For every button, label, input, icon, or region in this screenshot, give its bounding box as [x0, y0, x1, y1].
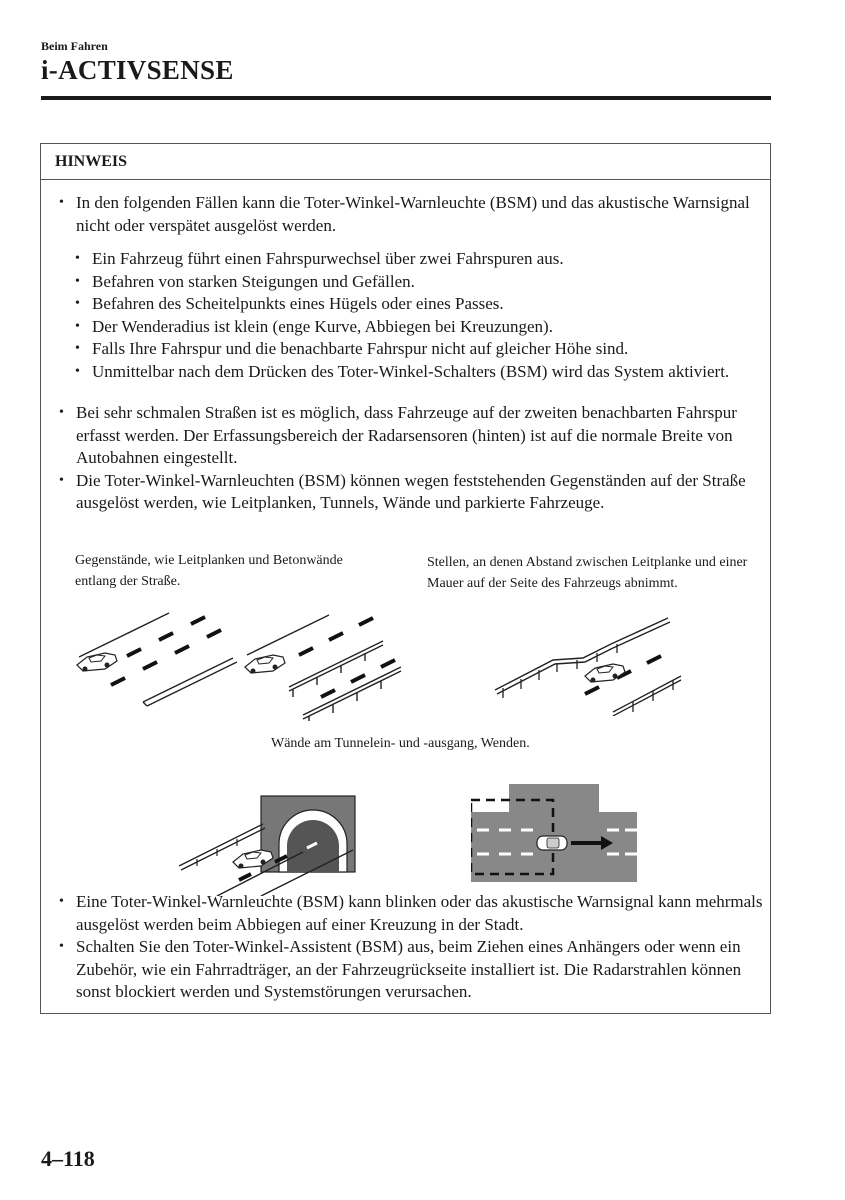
sub-list-item: • Unmittelbar nach dem Drücken des Toter-Winkel-Schalters (BSM) wird das System aktiviert. [92, 361, 766, 384]
car-icon [245, 655, 285, 674]
list-item: • Schalten Sie den Toter-Winkel-Assistent (BSM) aus, beim Ziehen eines Anhängers oder wenn ein Zubehör, wie ein Fahrradträger, an der Fahrzeugrückseite installiert ist. Die Radarstrahlen können sonst blockiert werden und Systemstörungen verursachen. [76, 936, 766, 1004]
sub-list-item: • Befahren des Scheitelpunkts eines Hügels oder eines Passes. [92, 293, 766, 316]
note-box [40, 143, 771, 1014]
end-list [76, 891, 766, 1004]
sub-list-item: • Ein Fahrzeug führt einen Fahrspurwechsel über zwei Fahrspuren aus. [92, 248, 766, 271]
list-item: • Eine Toter-Winkel-Warnleuchte (BSM) kann blinken oder das akustische Warnsignal kann mehrmals ausgelöst werden beim Abbiegen auf einer Kreuzung in der Stadt. [76, 891, 766, 936]
tunnel-illustration [177, 786, 377, 896]
figure-caption-right: Stellen, an denen Abstand zwischen Leitplanke und einer Mauer auf der Seite des Fahrzeugs abnimmt. [427, 555, 748, 591]
road-illustration-2 [233, 609, 405, 721]
road-illustration-3 [493, 614, 683, 716]
page-number: 4–118 [41, 1146, 95, 1171]
figure-caption-left: Gegenstände, wie Leitplanken und Betonwände entlang der Straße. [75, 553, 343, 589]
intersection-illustration [471, 782, 637, 884]
title-rule [41, 96, 771, 100]
intro-list [76, 192, 766, 237]
mid-list [76, 402, 766, 515]
note-heading: HINWEIS [41, 144, 770, 180]
page-title: i-ACTIVSENSE [41, 55, 234, 85]
road-illustration-1 [69, 607, 237, 711]
list-item: • Bei sehr schmalen Straßen ist es möglich, dass Fahrzeuge auf der zweiten benachbarten Fahrspur erfasst werden. Der Erfassungsbereich der Radarsensoren (hinten) ist auf die normale Breite von Autobahnen eingestellt. [76, 402, 766, 470]
car-icon [585, 664, 625, 683]
list-item: • Die Toter-Winkel-Warnleuchten (BSM) können wegen feststehenden Gegenständen auf der Straße ausgelöst werden, wie Leitplanken, Tunnels, Wände und parkierte Fahrzeuge. [76, 470, 766, 515]
sub-list-item: • Der Wenderadius ist klein (enge Kurve, Abbiegen bei Kreuzungen). [92, 316, 766, 339]
sub-list-item: • Falls Ihre Fahrspur und die benachbarte Fahrspur nicht auf gleicher Höhe sind. [92, 338, 766, 361]
sub-list [92, 248, 766, 383]
car-icon [537, 836, 567, 850]
section-label: Beim Fahren [41, 39, 108, 53]
list-item: • In den folgenden Fällen kann die Toter-Winkel-Warnleuchte (BSM) und das akustische Warnsignal nicht oder verspätet ausgelöst werden. [76, 192, 766, 237]
sub-list-item: • Befahren von starken Steigungen und Gefällen. [92, 271, 766, 294]
figure-caption-middle: Wände am Tunnelein- und -ausgang, Wenden. [271, 736, 530, 751]
